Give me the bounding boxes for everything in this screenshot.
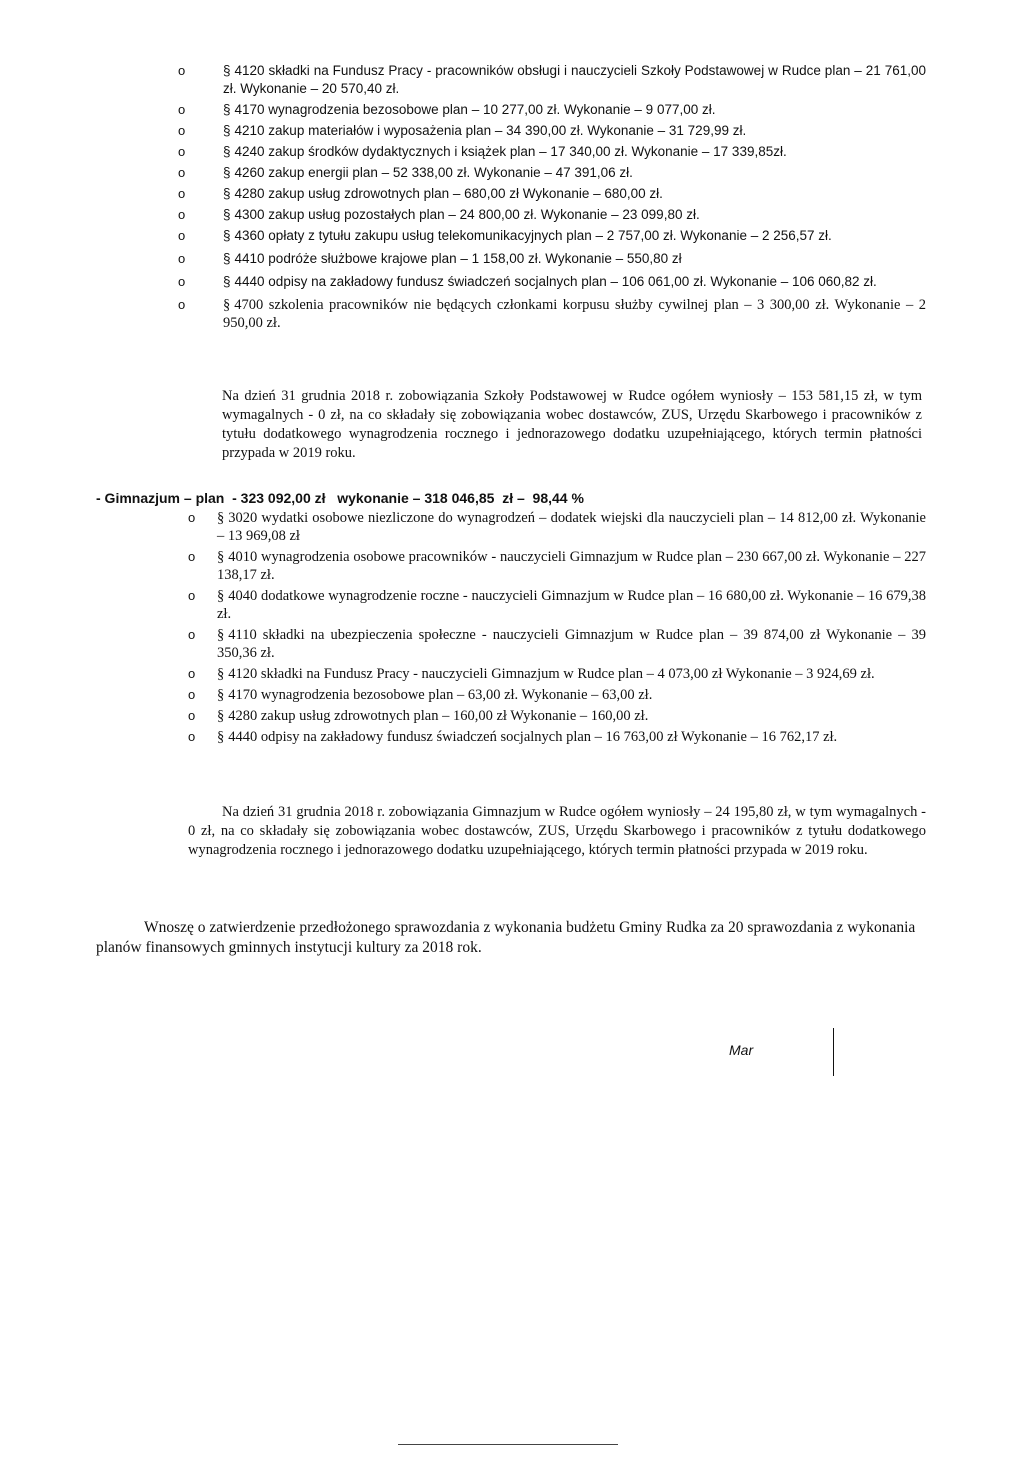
school-liabilities-paragraph: Na dzień 31 grudnia 2018 r. zobowiązania Szkoły Podstawowej w Rudce ogółem wyniosły – 153 581,15 zł, w tym wymagalnych - 0 zł, na co składały się zobowiązania wobec dostawców, ZUS, Urzędu Skarbowego i pracowników z tytułu dodatkowego wynagrodzenia rocznego i jednorazowego dodatku uzupełniającego, których termin płatności przypada w 2019 roku. bbox=[222, 387, 922, 461]
section-symbol: § bbox=[223, 186, 231, 201]
list-item bbox=[178, 227, 926, 245]
bullet-icon: o bbox=[178, 144, 186, 159]
signature-stroke bbox=[833, 1028, 834, 1076]
section-symbol: § bbox=[217, 549, 225, 565]
list-item bbox=[188, 587, 926, 623]
bullet-icon: o bbox=[188, 627, 196, 642]
list-item-text: 4120 składki na Fundusz Pracy - pracowników obsługi i nauczycieli Szkoły Podstawowej w Rudce plan – 21 761,00 zł. Wykonanie – 20 570,40 zł. bbox=[223, 63, 926, 96]
list-item bbox=[178, 206, 926, 224]
list-item bbox=[178, 250, 926, 268]
bullet-icon: o bbox=[178, 123, 186, 138]
list-item-text: 4360 opłaty z tytułu zakupu usług telekomunikacyjnych plan – 2 757,00 zł. Wykonanie – 2 256,57 zł. bbox=[234, 228, 832, 243]
list-item-text: 4170 wynagrodzenia bezosobowe plan – 10 277,00 zł. Wykonanie – 9 077,00 zł. bbox=[234, 102, 716, 117]
section-symbol: § bbox=[217, 666, 225, 682]
section-symbol: § bbox=[223, 144, 231, 159]
signature-fragment: Mar bbox=[729, 1042, 754, 1058]
list-item-text: 4210 zakup materiałów i wyposażenia plan – 34 390,00 zł. Wykonanie – 31 729,99 zł. bbox=[234, 123, 747, 138]
gimnazjum-liabilities-paragraph: Na dzień 31 grudnia 2018 r. zobowiązania Gimnazjum w Rudce ogółem wyniosły – 24 195,80 zł, w tym wymagalnych - 0 zł, na co składały się zobowiązania wobec dostawców, ZUS, Urzędu Skarbowego i pracowników z tytułu dodatkowego wynagrodzenia rocznego i jednorazowego dodatku uzupełniającego, których termin płatności przypada w 2019 roku. bbox=[188, 804, 926, 858]
section-symbol: § bbox=[223, 251, 231, 266]
list-item-text: 4700 szkolenia pracowników nie będących członkami korpusu służby cywilnej plan – 3 300,00 zł. Wykonanie – 2 950,00 zł. bbox=[223, 297, 926, 331]
bullet-icon: o bbox=[178, 102, 186, 117]
list-item bbox=[188, 707, 926, 725]
section-symbol: § bbox=[217, 729, 225, 745]
list-item bbox=[178, 185, 926, 203]
section-symbol: § bbox=[223, 165, 231, 180]
list-item bbox=[178, 273, 926, 291]
list-item-text: 4410 podróże służbowe krajowe plan – 1 158,00 zł. Wykonanie – 550,80 zł bbox=[234, 251, 682, 266]
bullet-icon: o bbox=[178, 207, 186, 222]
bullet-icon: o bbox=[188, 549, 196, 564]
list-item-text: 4120 składki na Fundusz Pracy - nauczycieli Gimnazjum w Rudce plan – 4 073,00 zł Wykonanie – 3 924,69 zł. bbox=[228, 666, 875, 682]
bullet-icon: o bbox=[188, 666, 196, 681]
list-item bbox=[166, 728, 926, 746]
section-symbol: § bbox=[223, 274, 231, 289]
list-item bbox=[188, 626, 926, 662]
expense-list-gimnazjum bbox=[188, 509, 926, 746]
list-item bbox=[178, 143, 926, 161]
section-symbol: § bbox=[223, 63, 231, 78]
bullet-icon: o bbox=[178, 63, 186, 78]
section-symbol: § bbox=[217, 627, 225, 643]
bullet-icon: o bbox=[178, 228, 186, 243]
list-item-text: 4440 odpisy na zakładowy fundusz świadczeń socjalnych plan – 106 061,00 zł. Wykonanie – 106 060,82 zł. bbox=[234, 274, 877, 289]
list-item-text: 4260 zakup energii plan – 52 338,00 zł. Wykonanie – 47 391,06 zł. bbox=[234, 165, 633, 180]
bottom-divider bbox=[398, 1444, 618, 1445]
section-symbol: § bbox=[217, 588, 225, 604]
list-item-text: 3020 wydatki osobowe niezliczone do wynagrodzeń – dodatek wiejski dla nauczycieli plan – 14 812,00 zł. Wykonanie – 13 969,08 zł bbox=[217, 510, 926, 544]
list-item bbox=[178, 164, 926, 182]
list-item-text: 4010 wynagrodzenia osobowe pracowników - nauczycieli Gimnazjum w Rudce plan – 230 667,00 zł. Wykonanie – 227 138,17 zł. bbox=[217, 549, 926, 583]
list-item bbox=[178, 101, 926, 119]
list-item-text: 4110 składki na ubezpieczenia społeczne - nauczycieli Gimnazjum w Rudce plan – 39 874,00 zł Wykonanie – 39 350,36 zł. bbox=[217, 627, 926, 661]
list-item-text: 4240 zakup środków dydaktycznych i książek plan – 17 340,00 zł. Wykonanie – 17 339,85zł. bbox=[234, 144, 787, 159]
bullet-icon: o bbox=[188, 729, 196, 744]
list-item-text: 4280 zakup usług zdrowotnych plan – 160,00 zł Wykonanie – 160,00 zł. bbox=[228, 708, 649, 724]
list-item bbox=[178, 62, 926, 98]
bullet-icon: o bbox=[178, 165, 186, 180]
bullet-icon: o bbox=[188, 708, 196, 723]
bullet-icon: o bbox=[178, 274, 186, 289]
section-symbol: § bbox=[217, 510, 225, 526]
list-item bbox=[188, 548, 926, 584]
list-item-text: 4170 wynagrodzenia bezosobowe plan – 63,00 zł. Wykonanie – 63,00 zł. bbox=[228, 687, 653, 703]
section-symbol: § bbox=[223, 207, 231, 222]
list-item bbox=[188, 509, 926, 545]
bullet-icon: o bbox=[188, 687, 196, 702]
section-symbol: § bbox=[223, 228, 231, 243]
bullet-icon: o bbox=[188, 588, 196, 603]
section-symbol: § bbox=[223, 102, 231, 117]
list-item-text: 4040 dodatkowe wynagrodzenie roczne - nauczycieli Gimnazjum w Rudce plan – 16 680,00 zł. Wykonanie – 16 679,38 zł. bbox=[217, 588, 926, 622]
bullet-icon: o bbox=[178, 186, 186, 201]
list-item-text: 4280 zakup usług zdrowotnych plan – 680,00 zł Wykonanie – 680,00 zł. bbox=[234, 186, 663, 201]
section-heading-gimnazjum: - Gimnazjum – plan - 323 092,00 zł wykonanie – 318 046,85 zł – 98,44 % bbox=[96, 490, 584, 506]
list-item bbox=[188, 686, 926, 704]
expense-list-school bbox=[178, 62, 926, 332]
section-symbol: § bbox=[217, 687, 225, 703]
list-item bbox=[188, 665, 926, 683]
section-symbol: § bbox=[223, 123, 231, 138]
list-item-text: 4440 odpisy na zakładowy fundusz świadczeń socjalnych plan – 16 763,00 zł Wykonanie – 16 762,17 zł. bbox=[228, 729, 838, 745]
bullet-icon: o bbox=[188, 510, 196, 525]
list-item-text: 4300 zakup usług pozostałych plan – 24 800,00 zł. Wykonanie – 23 099,80 zł. bbox=[234, 207, 700, 222]
list-item bbox=[178, 296, 926, 332]
list-item bbox=[178, 122, 926, 140]
bullet-icon: o bbox=[178, 297, 186, 312]
approval-request-paragraph: Wnoszę o zatwierdzenie przedłożonego sprawozdania z wykonania budżetu Gminy Rudka za 20 sprawozdania z wykonania planów finansowych gminnych instytucji kultury za 2018 rok. bbox=[96, 919, 916, 956]
section-symbol: § bbox=[217, 708, 225, 724]
section-symbol: § bbox=[223, 297, 231, 313]
bullet-icon: o bbox=[178, 251, 186, 266]
